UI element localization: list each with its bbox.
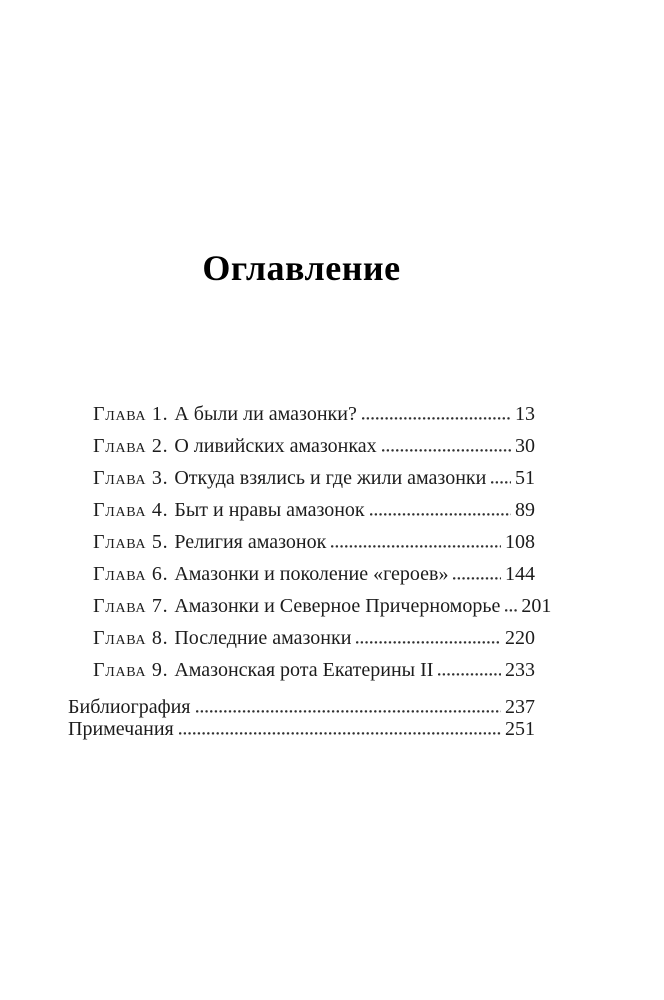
page-number: 220 [505,627,535,649]
dot-leader [453,577,501,580]
dot-leader [382,449,511,452]
entry-title: Амазонки и Северное Причерноморье [174,595,501,617]
toc-chapter-row [93,564,535,584]
chapter-list [93,403,552,681]
chapter-label: Глава 8. [93,627,169,649]
entry-title: Амазонки и поколение «героев» [174,563,449,585]
toc-chapter-row [93,660,535,680]
back-matter-row [68,719,535,739]
entry-title: Откуда взялись и где жили амазонки [174,467,487,489]
page-number: 30 [515,435,535,457]
dot-leader [196,710,502,713]
chapter-label: Глава 5. [93,531,169,553]
page-number: 144 [505,563,535,585]
dot-leader [505,609,517,612]
dot-leader [438,673,501,676]
page-number: 237 [505,696,535,718]
back-matter-row [68,697,535,717]
entry-title: Быт и нравы амазонок [174,499,365,521]
dot-leader [491,481,511,484]
page-number: 233 [505,659,535,681]
table-of-contents [68,403,552,740]
entry-title: Библиография [68,696,191,718]
entry-title: Амазонская рота Екатерины II [174,659,434,681]
chapter-label: Глава 2. [93,435,169,457]
entry-title: А были ли амазонки? [174,403,357,425]
toc-chapter-row [93,404,535,424]
toc-chapter-row [93,532,535,552]
toc-chapter-row [93,628,535,648]
entry-title: Примечания [68,718,174,740]
chapter-label: Глава 4. [93,499,169,521]
toc-chapter-row [93,436,535,456]
chapter-label: Глава 6. [93,563,169,585]
entry-title: Последние амазонки [174,627,352,649]
toc-chapter-row [93,468,535,488]
page-number: 13 [515,403,535,425]
toc-chapter-row [93,500,535,520]
page-title: Оглавление [202,248,401,288]
page-number: 51 [515,467,535,489]
chapter-label: Глава 7. [93,595,169,617]
dot-leader [356,641,501,644]
dot-leader [331,545,501,548]
dot-leader [179,732,501,735]
chapter-label: Глава 9. [93,659,169,681]
entry-title: О ливийских амазонках [174,435,377,457]
toc-chapter-row [93,595,552,617]
page-number: 89 [515,499,535,521]
entry-title: Религия амазонок [174,531,327,553]
dot-leader [370,513,511,516]
back-matter-list [68,697,535,739]
dot-leader [362,417,511,420]
page-number: 201 [521,595,552,617]
page-number: 251 [505,718,535,740]
chapter-label: Глава 1. [93,403,169,425]
page-number: 108 [505,531,535,553]
chapter-label: Глава 3. [93,467,169,489]
